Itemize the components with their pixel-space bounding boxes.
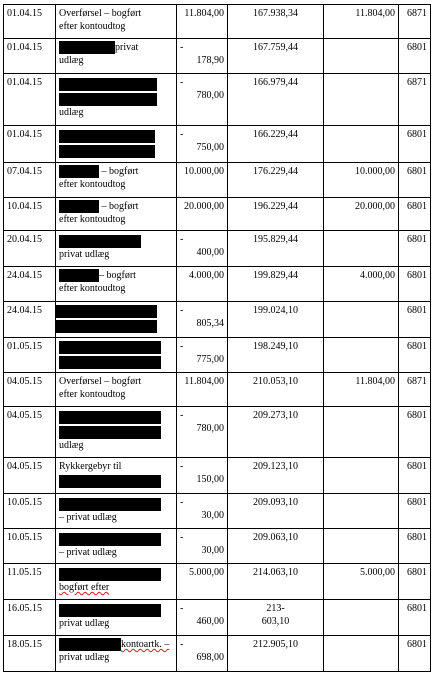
amount-sign: - [180,639,184,650]
balance-cell: 167.759,44 [228,39,324,74]
amount-value: 805,34 [196,318,224,329]
bank-amount-cell [324,407,399,458]
amount-sign: - [180,77,184,88]
redaction-block [59,200,99,213]
date-cell: 24.04.15 [4,267,56,302]
balance-cell: 210.053,10 [228,373,324,407]
table-row [4,5,431,39]
redaction-block [59,93,157,106]
bank-amount-cell: 4.000,00 [324,267,399,302]
account-cell: 6801 [399,39,431,74]
description-cell [56,458,177,494]
table-row [4,267,431,302]
amount-cell: 10.000,00 [177,163,228,198]
account-cell: 6801 [399,302,431,338]
date-cell: 01.04.15 [4,74,56,126]
amount-sign: - [180,461,184,472]
amount-sign: - [180,497,184,508]
description-cell [56,39,177,74]
bank-amount-cell [324,458,399,494]
amount-sign: - [180,129,184,140]
redaction-block [59,568,161,581]
bank-amount-cell [324,636,399,672]
amount-value: 775,00 [196,354,224,365]
description-cell [56,407,177,458]
balance-cell: 166.229,44 [228,126,324,163]
table-row [4,494,431,529]
redaction-block [59,145,155,158]
description-cell [56,74,177,126]
amount-value: 178,90 [196,55,224,66]
bank-amount-cell [324,74,399,126]
description-line: Overførsel – bogført [59,376,142,387]
amount-cell [177,126,228,163]
redaction-block [56,320,158,333]
description-line: privat [115,42,139,53]
balance-cell: 214.063,10 [228,564,324,600]
table-row [4,74,431,126]
account-cell: 6801 [399,600,431,636]
date-cell: 01.04.15 [4,39,56,74]
account-cell: 6801 [399,231,431,267]
amount-sign: - [180,341,184,352]
amount-value: 30,00 [201,510,224,521]
amount-cell [177,407,228,458]
amount-cell: 20.000,00 [177,198,228,231]
description-line: – bogført [101,201,139,212]
amount-cell [177,39,228,74]
account-cell: 6801 [399,458,431,494]
redaction-block [59,426,161,439]
balance-cell: 198.249,10 [228,338,324,373]
description-cell [56,529,177,564]
description-cell [56,198,177,231]
amount-sign: - [180,410,184,421]
date-cell: 11.05.15 [4,564,56,600]
redaction-block [59,533,161,546]
redaction-block [59,411,161,424]
bank-amount-cell [324,600,399,636]
balance-cell: 209.093,10 [228,494,324,529]
account-cell: 6801 [399,636,431,672]
redaction-block [59,356,161,369]
bank-amount-cell [324,126,399,163]
amount-cell: 4.000,00 [177,267,228,302]
table-row [4,407,431,458]
description-cell [56,302,177,338]
bank-amount-cell [324,529,399,564]
amount-cell [177,302,228,338]
balance-cell: 176.229,44 [228,163,324,198]
table-row [4,39,431,74]
amount-cell: 5.000,00 [177,564,228,600]
amount-cell [177,494,228,529]
description-cell [56,636,177,672]
account-cell: 6871 [399,373,431,407]
account-cell: 6801 [399,267,431,302]
description-line: kontoartk. – [121,639,170,650]
balance-cell: 196.229,44 [228,198,324,231]
redaction-block [59,475,161,488]
table-row [4,564,431,600]
date-cell: 01.05.15 [4,338,56,373]
description-cell [56,163,177,198]
amount-sign: - [180,532,184,543]
description-line: udlæg [59,440,84,451]
description-cell [56,338,177,373]
description-line: – privat udlæg [59,547,117,558]
bank-amount-cell: 5.000,00 [324,564,399,600]
description-cell [56,5,177,39]
description-line: – bogført [101,166,139,177]
balance-cell: 209.273,10 [228,407,324,458]
date-cell: 10.05.15 [4,494,56,529]
table-row [4,529,431,564]
description-line: – privat udlæg [59,512,117,523]
redaction-block [59,498,161,511]
amount-sign: - [180,305,184,316]
description-line: udlæg [59,107,84,118]
description-line: efter kontoudtog [59,214,126,226]
amount-value: 460,00 [196,616,224,627]
description-line: – bogført [99,270,136,281]
description-line: efter kontoudtog [59,21,126,32]
table-row [4,338,431,373]
account-cell: 6871 [399,74,431,126]
redaction-block [59,269,99,282]
description-cell [56,600,177,636]
amount-cell [177,600,228,636]
description-line: udlæg [59,55,84,67]
table-row [4,458,431,494]
date-cell: 20.04.15 [4,231,56,267]
date-cell: 07.04.15 [4,163,56,198]
description-line: privat udlæg [59,618,110,629]
date-cell: 01.04.15 [4,5,56,39]
balance-cell: 209.123,10 [228,458,324,494]
description-cell [56,494,177,529]
account-cell: 6801 [399,494,431,529]
redaction-block [59,165,99,178]
account-cell: 6801 [399,126,431,163]
date-cell: 01.04.15 [4,126,56,163]
amount-value: 750,00 [196,142,224,153]
description-cell [56,564,177,600]
amount-cell: 11.804,00 [177,5,228,39]
ledger-table [3,4,431,672]
amount-cell [177,636,228,672]
amount-value: 30,00 [201,545,224,556]
description-line: Overførsel – bogført [59,8,142,19]
amount-value: 150,00 [196,474,224,485]
balance-cell: 166.979,44 [228,74,324,126]
account-cell: 6871 [399,5,431,39]
amount-value: 400,00 [196,247,224,258]
redaction-block [59,638,121,651]
amount-sign: - [180,234,184,245]
bank-amount-cell [324,494,399,529]
balance-cell: 199.829,44 [228,267,324,302]
redaction-block [59,130,155,143]
description-line: bogført efter [59,582,110,593]
amount-value: 780,00 [196,423,224,434]
table-row [4,126,431,163]
date-cell: 16.05.15 [4,600,56,636]
redaction-block [59,604,161,617]
balance-cell: 212.905,10 [228,636,324,672]
description-line: efter kontoudtog [59,283,126,295]
bank-amount-cell [324,302,399,338]
account-cell: 6801 [399,163,431,198]
amount-cell [177,458,228,494]
table-row [4,373,431,407]
description-line: efter kontoudtog [59,389,126,400]
table-row [4,302,431,338]
bank-amount-cell: 11.804,00 [324,5,399,39]
balance-line: 603,10 [261,616,290,627]
account-cell: 6801 [399,407,431,458]
description-cell [56,267,177,302]
date-cell: 10.05.15 [4,529,56,564]
account-cell: 6801 [399,338,431,373]
amount-sign: - [180,42,184,53]
description-line: efter kontoudtog [59,179,126,191]
amount-cell [177,529,228,564]
bank-amount-cell [324,39,399,74]
bank-amount-cell: 20.000,00 [324,198,399,231]
description-cell [56,231,177,267]
amount-cell [177,338,228,373]
balance-cell: 167.938,34 [228,5,324,39]
amount-cell [177,74,228,126]
amount-cell: 11.804,00 [177,373,228,407]
description-line: privat udlæg [59,249,110,260]
redaction-block [59,341,161,354]
amount-sign: - [180,603,184,614]
balance-line: 213- [266,603,285,614]
description-line: Rykkergebyr til [59,461,122,472]
bank-amount-cell [324,231,399,267]
table-row [4,163,431,198]
balance-cell: 209.063,10 [228,529,324,564]
date-cell: 24.04.15 [4,302,56,338]
bank-amount-cell [324,338,399,373]
table-row [4,198,431,231]
account-cell: 6801 [399,564,431,600]
redaction-block [59,41,115,54]
description-line: privat udlæg [59,652,110,664]
redaction-block [59,235,141,248]
balance-cell [228,600,324,636]
amount-value: 780,00 [196,90,224,101]
balance-cell: 199.024,10 [228,302,324,338]
redaction-block [56,305,158,318]
account-cell: 6801 [399,198,431,231]
bank-amount-cell: 11.804,00 [324,373,399,407]
redaction-block [59,78,157,91]
date-cell: 04.05.15 [4,458,56,494]
date-cell: 10.04.15 [4,198,56,231]
date-cell: 18.05.15 [4,636,56,672]
description-cell [56,373,177,407]
table-row [4,600,431,636]
table-row [4,231,431,267]
description-cell [56,126,177,163]
account-cell: 6801 [399,529,431,564]
amount-cell [177,231,228,267]
bank-amount-cell: 10.000,00 [324,163,399,198]
amount-value: 698,00 [196,652,224,663]
date-cell: 04.05.15 [4,373,56,407]
table-row [4,636,431,672]
date-cell: 04.05.15 [4,407,56,458]
balance-cell: 195.829,44 [228,231,324,267]
